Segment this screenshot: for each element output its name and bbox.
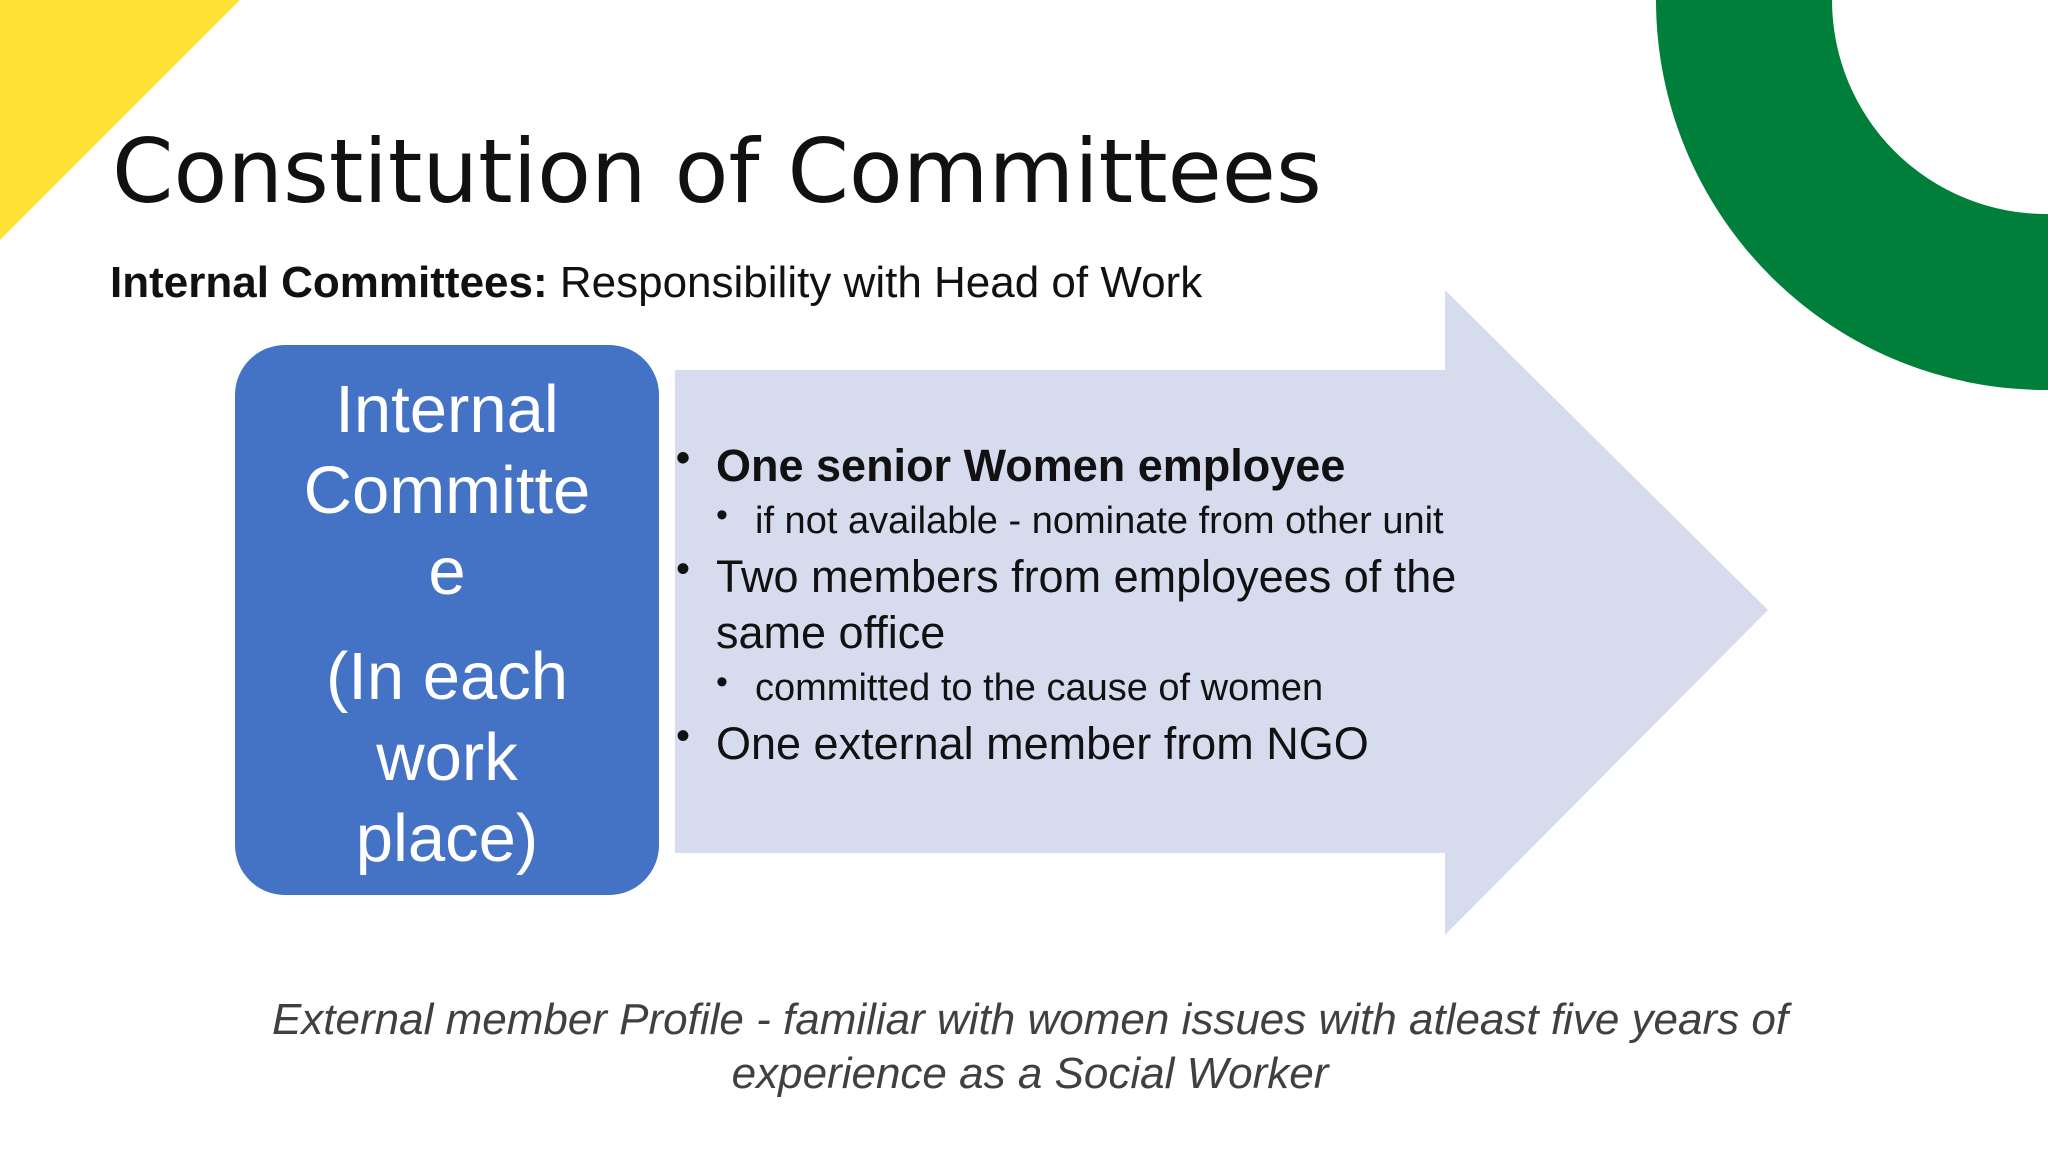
bullet-item: • One external member from NGO bbox=[676, 716, 1556, 772]
footer-line: experience as a Social Worker bbox=[731, 1049, 1329, 1098]
page-title: Constitution of Committees bbox=[112, 120, 1322, 223]
sub-bullet-item: • committed to the cause of women bbox=[676, 661, 1556, 716]
subtitle bbox=[110, 253, 1202, 313]
box-line: Internal bbox=[335, 372, 559, 447]
internal-committee-box bbox=[235, 345, 659, 895]
box-line: e bbox=[428, 534, 466, 609]
footer-line: External member Profile - familiar with women issues with atleast five years of bbox=[271, 995, 1789, 1044]
subtitle-label: Internal Committees: bbox=[110, 258, 548, 307]
box-line: place) bbox=[355, 801, 539, 876]
green-ring-arc bbox=[1656, 0, 2048, 390]
member-list bbox=[676, 438, 1556, 772]
box-line: work bbox=[376, 720, 518, 795]
bullet-item: • One senior Women employee bbox=[676, 438, 1556, 494]
bullet-item: • Two members from employees of the same office bbox=[676, 549, 1556, 661]
footer-note bbox=[200, 993, 1860, 1101]
box-line: (In each bbox=[325, 639, 569, 714]
subtitle-text: Responsibility with Head of Work bbox=[547, 258, 1203, 307]
sub-bullet-item: • if not available - nominate from other unit bbox=[676, 494, 1556, 549]
box-line: Committe bbox=[303, 453, 591, 528]
